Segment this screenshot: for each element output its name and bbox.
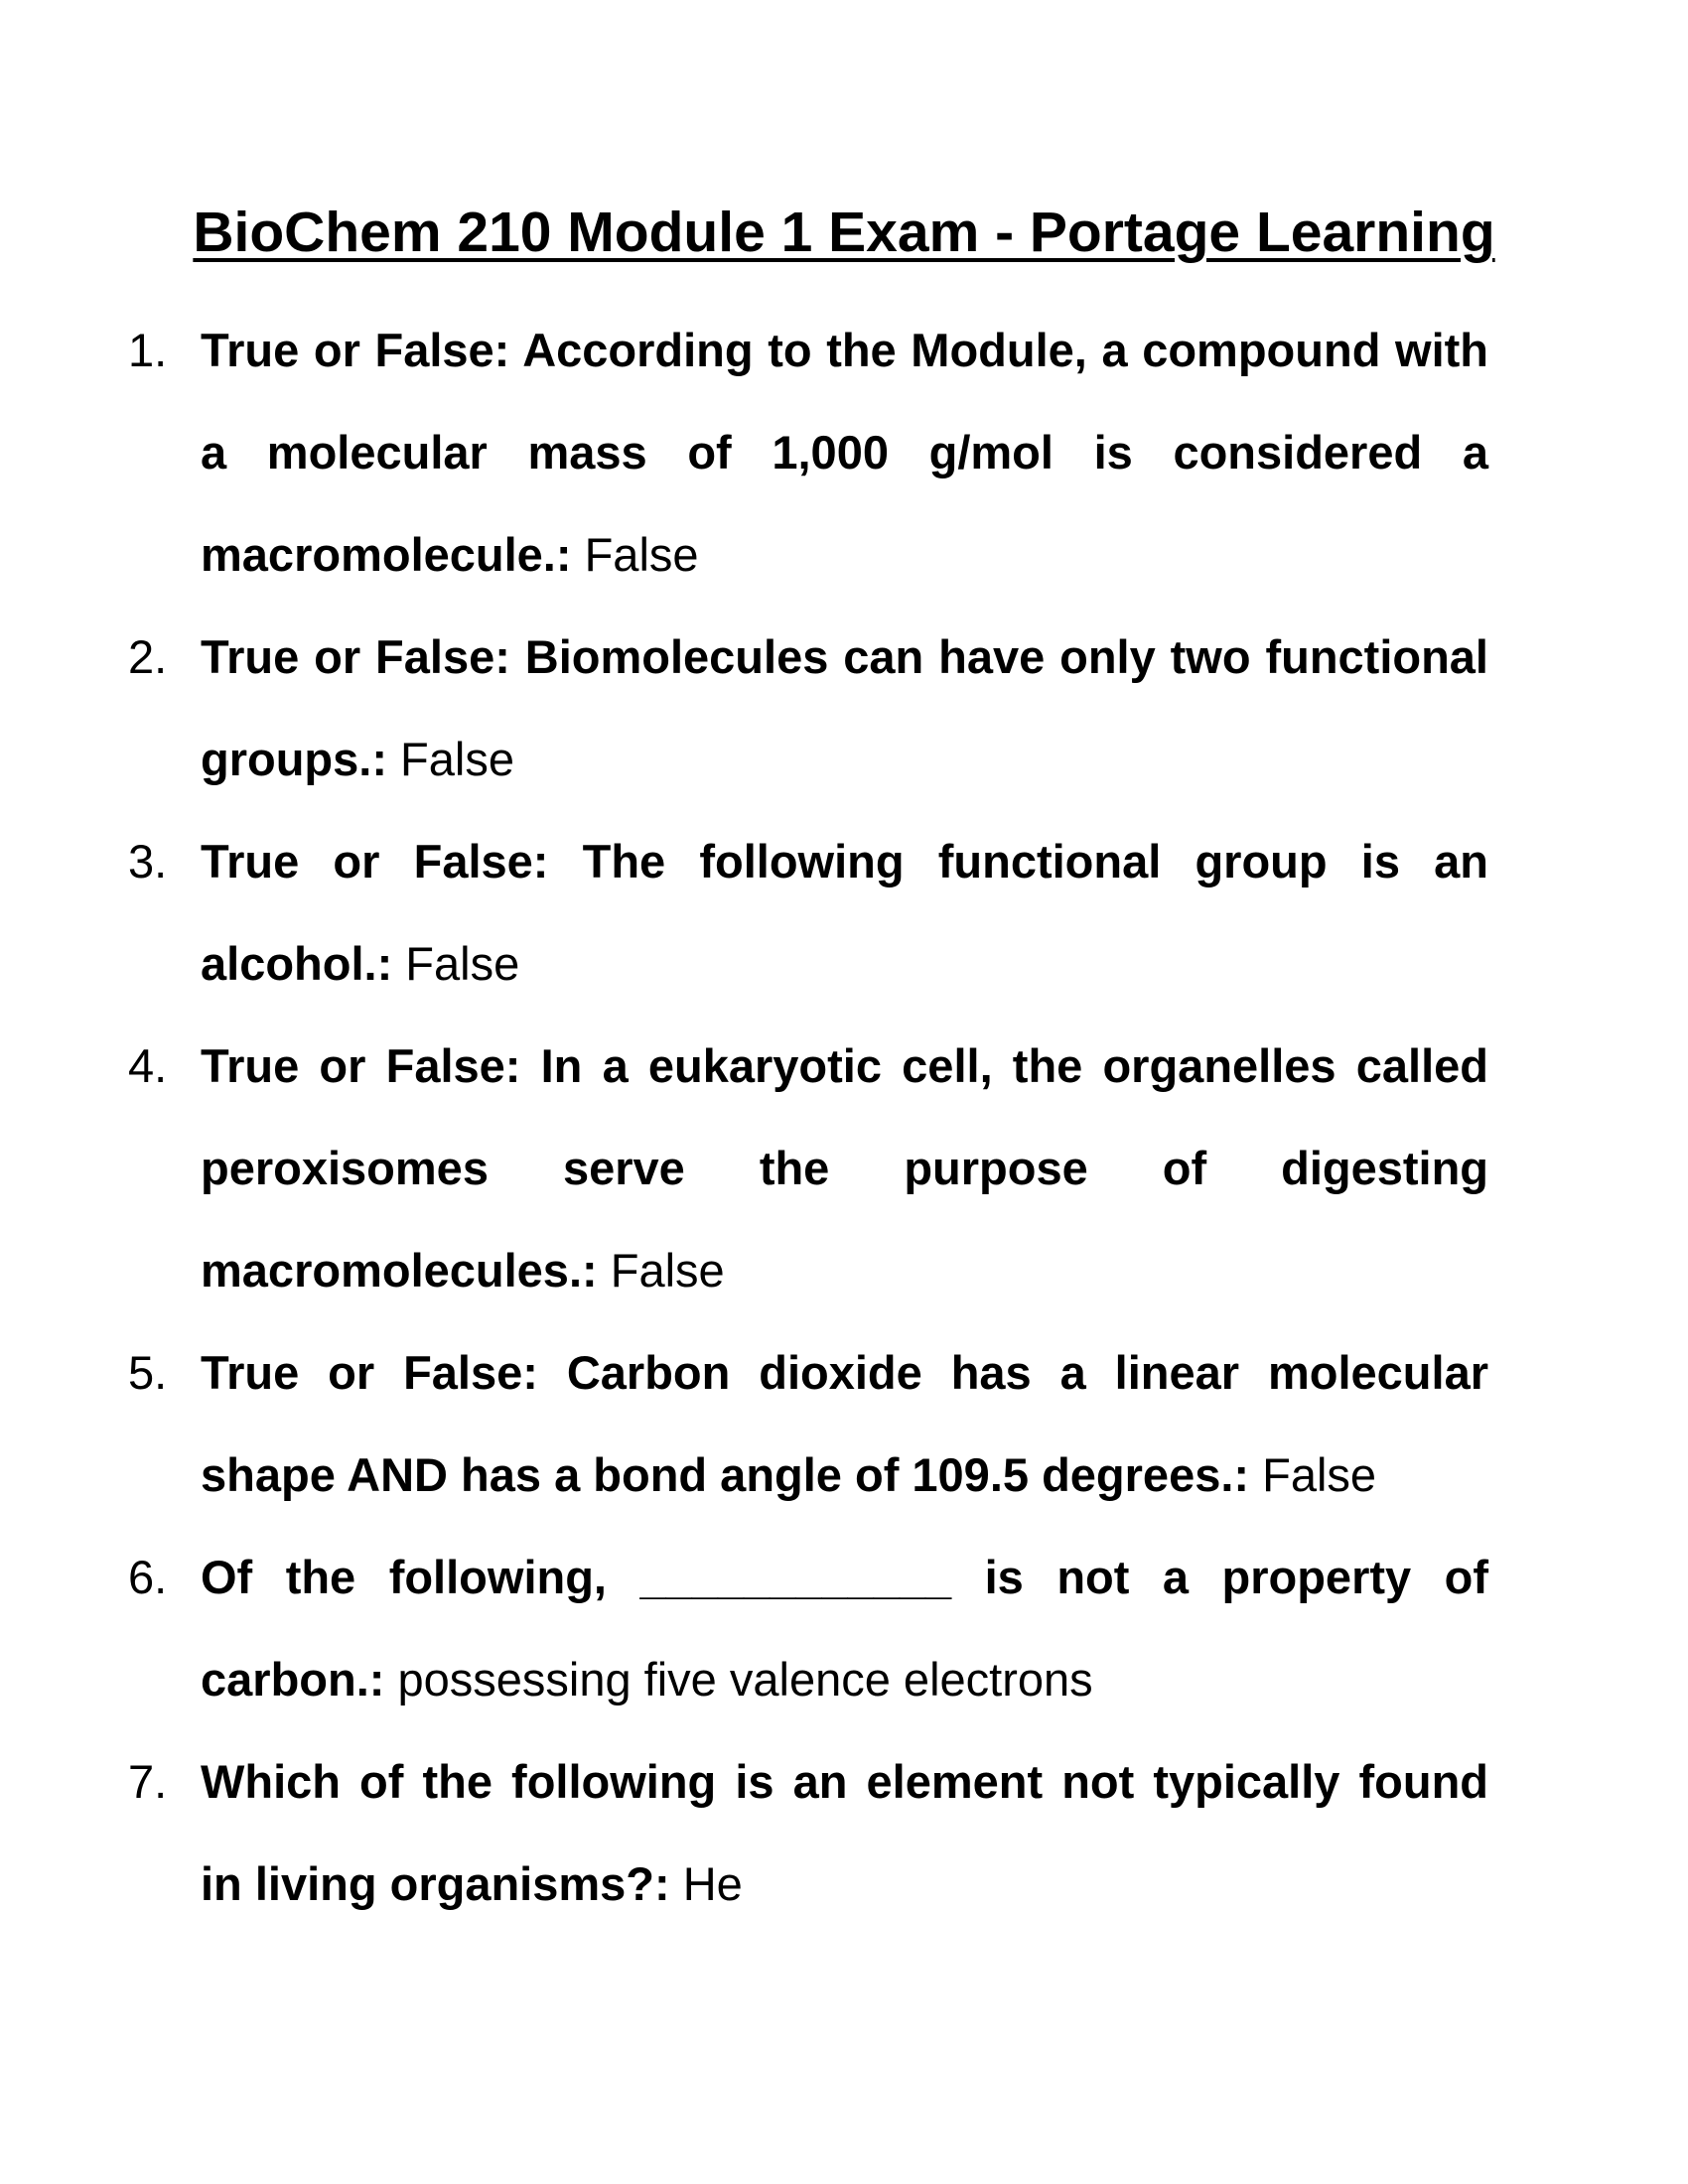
question-item-1	[128, 299, 1488, 606]
question-item-6	[128, 1526, 1488, 1730]
question-text: True or False: Biomolecules can have only two functional groups.:	[201, 630, 1488, 785]
question-text: True or False: According to the Module, a compound with a molecular mass of 1,000 g/mol is considered a macromolecule.:	[201, 324, 1488, 581]
question-answer: possessing five valence electrons	[397, 1653, 1093, 1706]
question-number: 4.	[128, 1039, 168, 1092]
document-title	[0, 198, 1688, 267]
question-answer: False	[610, 1244, 725, 1297]
question-text: True or False: The following functional group is an alcohol.:	[201, 835, 1488, 990]
question-item-4	[128, 1015, 1488, 1321]
question-answer: False	[405, 937, 520, 990]
question-list	[128, 299, 1488, 1935]
question-number: 1.	[128, 324, 168, 376]
question-text: True or False: Carbon dioxide has a linear molecular shape AND has a bond angle of 109.5 degrees.:	[201, 1346, 1488, 1501]
question-number: 3.	[128, 835, 168, 887]
question-number: 6.	[128, 1551, 168, 1603]
question-number: 5.	[128, 1346, 168, 1399]
question-item-5	[128, 1321, 1488, 1526]
question-item-3	[128, 810, 1488, 1015]
question-answer: False	[1262, 1448, 1377, 1501]
question-text: True or False: In a eukaryotic cell, the organelles called peroxisomes serve the purpose of digesting macromolecules.:	[201, 1039, 1488, 1297]
question-answer: False	[400, 733, 514, 785]
document-title-text: BioChem 210 Module 1 Exam - Portage Learning	[193, 201, 1495, 264]
question-item-7	[128, 1730, 1488, 1935]
question-answer: False	[584, 528, 699, 581]
question-answer: He	[682, 1857, 743, 1910]
question-text: Of the following, ____________ is not a property of carbon.:	[201, 1551, 1488, 1706]
question-text: Which of the following is an element not typically found in living organisms?:	[201, 1755, 1488, 1910]
question-item-2	[128, 606, 1488, 810]
question-number: 7.	[128, 1755, 168, 1808]
question-number: 2.	[128, 630, 168, 683]
